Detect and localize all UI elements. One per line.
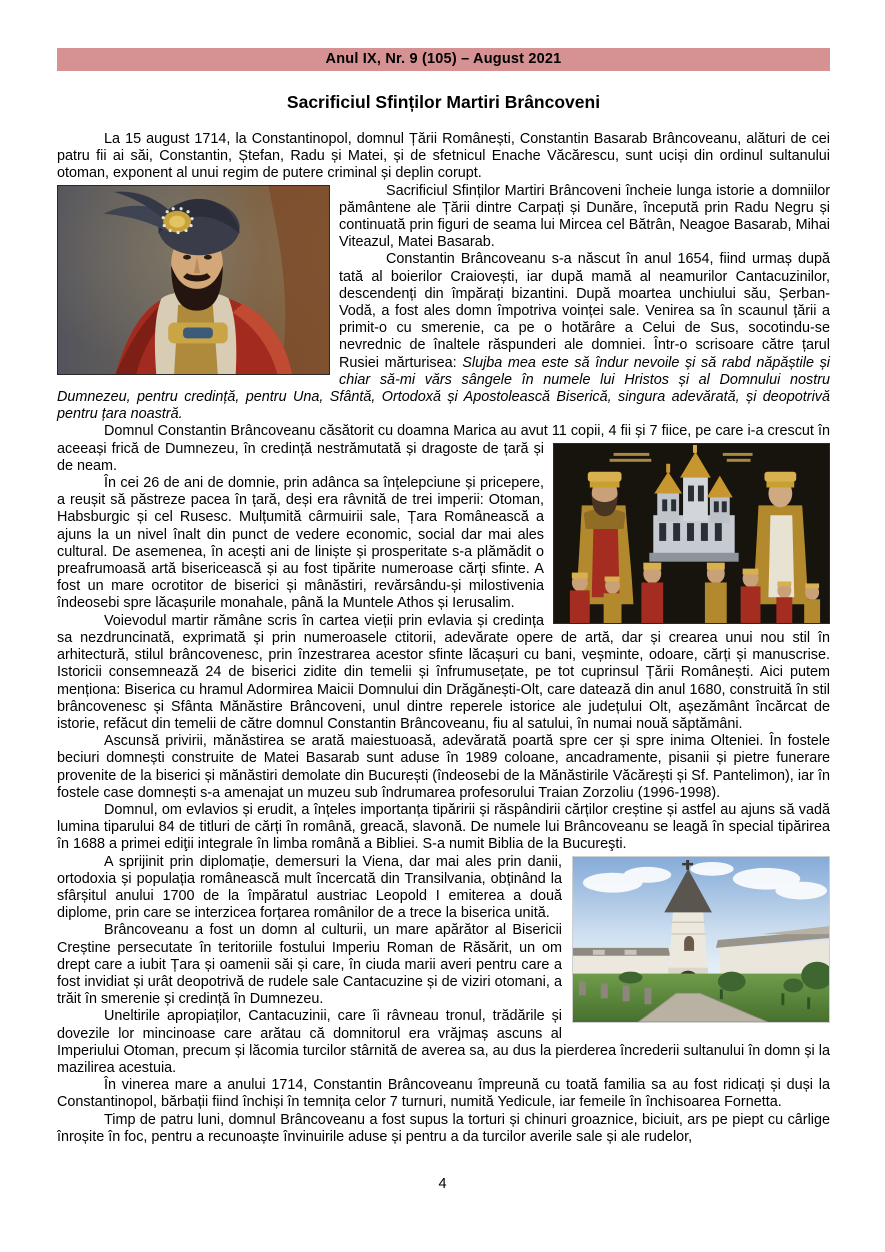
paragraph-family xyxy=(57,423,830,475)
paragraph-text: În cei 26 de ani de domnie, prin adânca sa înțelepciune și pricepere, a reușit să păstreze pacea în țară, deși era râvnită de trei imperii: Otoman, Habsburgic și cel Rusesc. Mulțumită cârmuirii sale, Țara Românească a ajuns la un nivel înalt din punct de vedere economic, social dar mai ales cultural. De asemenea, în acești ani de liniște și prosperitate s-a plămădit o preafrumoasă artă bisericească și au fost tipărite numeroase cărți sfinte. A fost un mare ocrotitor de biserici și mânăstiri, revărsându-și milostivenia îndeosebi spre lăcașurile monahale, până la Muntele Athos și Ierusalim. xyxy=(57,475,544,612)
paragraph-text: Voievodul martir rămâne scris în cartea vieții prin evlavia și credința sa nezdruncinată, exprimată și prin numeroasele ctitorii, adevărate opere de artă, dar și crearea unui nou stil în arhitectură, stilul brâncovenesc, prin înzestrarea acestor sfinte lăcașuri cu bani, veșminte, odoare, cărți și manuscrise. Istoricii consemnează 24 de biserici zidite din temelii și înfrumusețate, pe tot cuprinsul Țării Românești. Aici putem menționa: Biserica cu hramul Adormirea Maicii Domnului din Drăgănești-Olt, care datează din anul 1680, construită în stil brâncovenesc și Sfânta Mănăstire Brâncoveni, unul dintre reperele istorice ale județului Olt, așezământ încărcat de istorie, refăcut din temelii de către domnul Constantin Brâncoveanu, fiu al satului, în numai nouă săptămâni. xyxy=(57,612,830,732)
issue-bar: Anul IX, Nr. 9 (105) – August 2021 xyxy=(57,48,830,71)
paragraph-text: La 15 august 1714, la Constantinopol, domnul Țării Românești, Constantin Basarab Brâncoveanu, alături de cei patru fii ai săi, Constantin, Ștefan, Radu și Matei, și de sfetnicul Enache Văcărescu, sunt uciși din ordinul sultanului otoman, exponent al unui regim de putere criminal și deplin corupt. xyxy=(57,131,830,182)
paragraph-ctitorii xyxy=(57,613,830,733)
paragraph-text: În vinerea mare a anului 1714, Constantin Brâncoveanu împreună cu toată familia sa au fost ridicați și duși la Constantinopol, bărbații fiind închiși în temnița celor 7 turnuri, numită Yedicule, iar femeile în închisoarea Fornetta. xyxy=(57,1077,830,1111)
paragraph-arrest xyxy=(57,1077,830,1111)
quote-text: Slujba mea este să îndur nevoile și să rabd năpăștile și chiar să-mi vărs sângele în numele lui Hristos și al Domnului nostru Dumnezeu, pentru credință, pentru Una, Sfântă, Ortodoxă și Apostolească Biserică, singura adevărată, și deopotrivă pentru țara noastră. xyxy=(57,354,830,423)
paragraph-torture xyxy=(57,1112,830,1146)
paragraph-intro xyxy=(57,131,830,183)
paragraph-text: Constantin Brâncoveanu s-a născut în anul 1654, fiind urmaș după tată al boierilor Craiovești, iar după mamă al neamurilor Cantacuzinilor, descendenți din împărați bizantini. După moartea unchiului său, Șerban-Vodă, a fost ales domn împotriva voinței sale. Venirea sa în scaunul țării a primit-o cu smerenie, ca pe o hotărâre a Celui de Sus, socotindu-se nevrednic de înaltele răspunderi ale domniei. Într-o scrisoare către țarul Rusiei mărturisea: xyxy=(339,251,830,371)
portrait-illustration xyxy=(58,186,329,374)
paragraph-diplomacy xyxy=(57,854,830,923)
paragraph-printing xyxy=(57,802,830,854)
article-body xyxy=(57,131,830,1146)
paragraph-text: Brâncoveanu a fost un domn al culturii, un mare apărător al Bisericii Creștine persecutate în teritoriile fostului Imperiu Roman de Răsărit, un om drept care a iubit Țara și oamenii săi și care, în ciuda marii averi pentru care a fost invidiat și urât deopotrivă de rudele sale Cantacuzine și de viziri otomani, a trăit în smerenie și credință în Dumnezeu. xyxy=(57,922,562,1008)
monastery-illustration xyxy=(573,857,829,1022)
paragraph-text: Sacrificiul Sfinților Martiri Brâncoveni încheie lunga istorie a domniilor pământene ale Țării dintre Carpați și Dunăre, începută prin Radu Negru și continuată prin figuri de seama lui Mircea cel Bătrân, Neagoe Basarab, Mihai Viteazul, Matei Basarab. xyxy=(339,182,830,251)
page-title: Sacrificiul Sfinților Martiri Brâncoveni xyxy=(286,92,601,112)
paragraph-text: Domnul Constantin Brâncoveanu căsătorit cu doamna Marica au avut 11 copii, 4 fii și 7 fiice, pe care i-a xyxy=(104,423,768,440)
portrait-image xyxy=(57,185,330,375)
paragraph-text: Uneltirile apropiaților, Cantacuzinii, care îi râvneau tronul, trădările și dovezile lor mincinoase care arătau că domnitorul era vrăjmaș ascuns al Imperiului Otoman, precum și lăcomia turcilor stârnită de averea sa, au dus la pierderea încrederii sultanului în domn și la mazilirea acestuia. xyxy=(57,1008,830,1076)
fresco-image xyxy=(553,443,830,624)
monastery-image xyxy=(572,856,830,1023)
fresco-illustration xyxy=(554,444,829,623)
page-number: 4 xyxy=(438,1176,447,1192)
paragraph-monastery-history xyxy=(57,733,830,802)
paragraph-text: crescut în aceeași frică de Dumnezeu, în credință nestrămutată și dragoste de țară și de neam. xyxy=(57,423,830,474)
paragraph-text: Ascunsă privirii, mănăstirea se arată maiestuoasă, adevărată poartă spre cer și spre inima Olteniei. În fostele beciuri domnești construite de Matei Basarab sunt aduse în 1989 coloane, ancadramente, pisanii și pietre funerare provenite de la biserici și mănăstiri demolate din București (îndeosebi de la Mănăstirile Văcărești și Sf. Pantelimon), iar în fostele case domnești s-a amenajat un muzeu sub îndrumarea profesorului Traian Zorzoliu (1996-1998). xyxy=(57,733,830,801)
paragraph-text: A sprijinit prin diplomație, demersuri la Viena, dar mai ales prin danii, ortodoxia și populația românească mult încercată din Transilvania, obținând la sfârșitul anului 1700 de la împăratul austriac Leopold I emiterea a două diplome, prin care se interzicea forțarea românilor de a trece la biserica unită. xyxy=(57,853,562,922)
paragraph-text: Timp de patru luni, domnul Brâncoveanu a fost supus la torturi și chinuri groaznice, biciuit, ars pe piept cu cârlige înroșite în foc, pentru a recunoaște învinuirile aduse și pentru a da turcilor averile sale și ale rudelor, xyxy=(57,1111,830,1145)
paragraph-text: Domnul, om evlavios și erudit, a înțeles importanța tipăririi și răspândirii cărților creștine și astfel au ajuns să vadă lumina tiparului 84 de titluri de cărți în română, greacă, slavonă. De numele lui Brâncoveanu se leagă în special tipărirea în 1688 a primei ediţii integrale în limba română a Bibliei. S-a numit Biblia de la Bucureşti. xyxy=(57,801,830,853)
paragraph-history xyxy=(57,183,830,252)
